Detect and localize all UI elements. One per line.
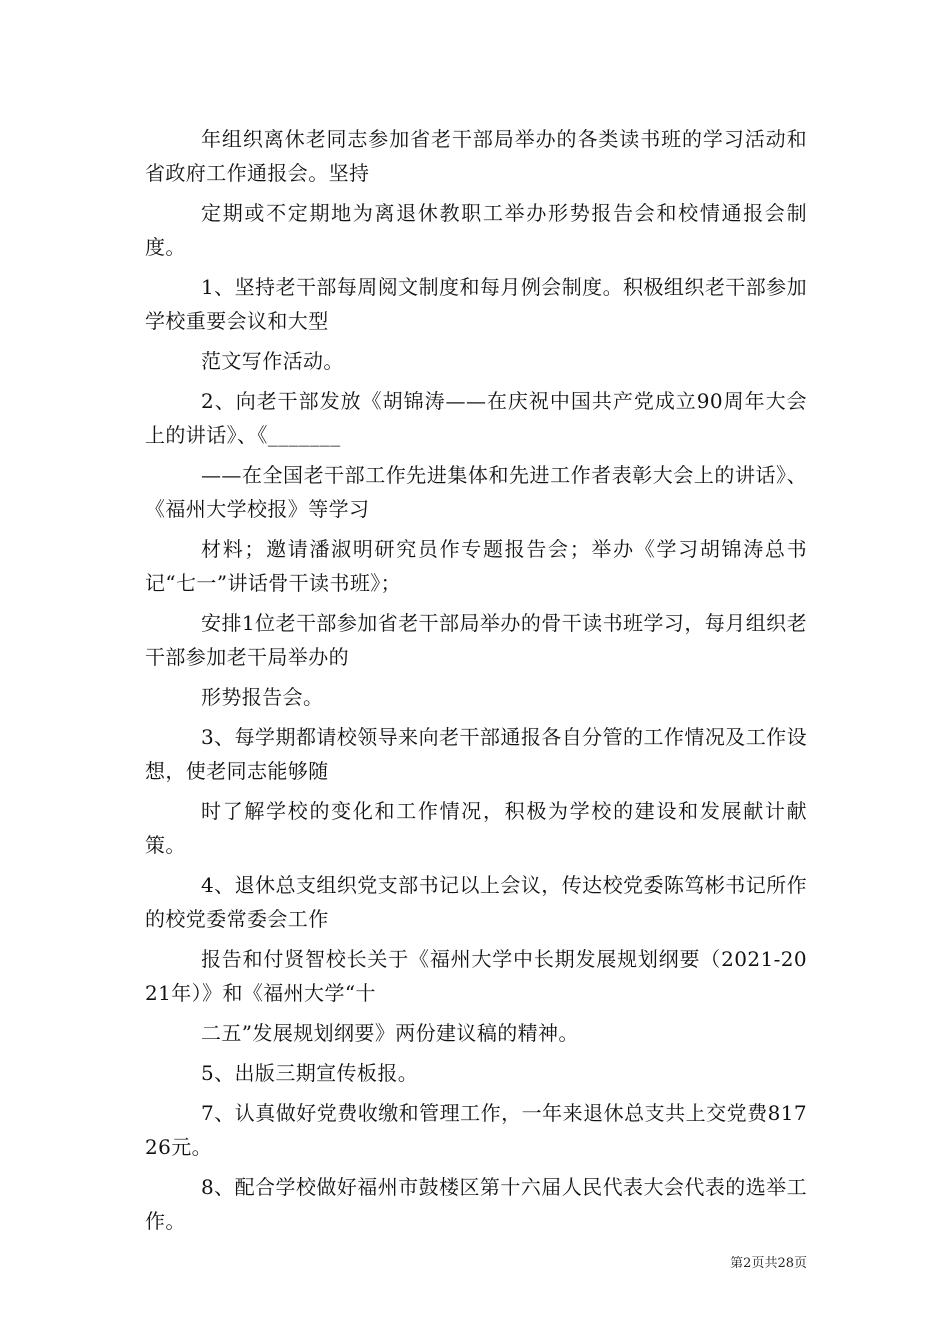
paragraph-13: 报告和付贤智校长关于《福州大学中长期发展规划纲要（2021-2021年）》和《福州大学“十 — [145, 947, 807, 1005]
paragraph-16: 7、认真做好党费收缴和管理工作，一年来退休总支共上交党费81726元。 — [145, 1101, 807, 1159]
paragraph-9: 形势报告会。 — [201, 685, 324, 709]
paragraph-10: 3、每学期都请校领导来向老干部通报各自分管的工作情况及工作设想，使老同志能够随 — [145, 725, 807, 783]
page-number-footer: 第2页共28页 — [730, 1256, 807, 1271]
paragraph-5: 2、向老干部发放《胡锦涛——在庆祝中国共产党成立90周年大会上的讲话》、《_______ — [145, 389, 807, 447]
paragraph-15: 5、出版三期宣传板报。 — [201, 1061, 419, 1085]
paragraph-17: 8、配合学校做好福州市鼓楼区第十六届人民代表大会代表的选举工作。 — [145, 1175, 807, 1233]
paragraph-6: ——在全国老干部工作先进集体和先进工作者表彰大会上的讲话》、《福州大学校报》等学习 — [145, 463, 807, 521]
paragraph-7: 材料；邀请潘淑明研究员作专题报告会；举办《学习胡锦涛总书记“七一”讲话骨干读书班》； — [145, 537, 807, 595]
paragraph-4: 范文写作活动。 — [201, 349, 344, 373]
paragraph-8: 安排1位老干部参加省老干部局举办的骨干读书班学习，每月组织老干部参加老干局举办的 — [145, 611, 807, 669]
paragraph-12: 4、退休总支组织党支部书记以上会议，传达校党委陈笃彬书记所作的校党委常委会工作 — [145, 873, 807, 931]
paragraph-1: 年组织离休老同志参加省老干部局举办的各类读书班的学习活动和省政府工作通报会。坚持 — [145, 127, 807, 185]
paragraph-3: 1、坚持老干部每周阅文制度和每月例会制度。积极组织老干部参加学校重要会议和大型 — [145, 275, 807, 333]
document-body — [145, 122, 807, 1244]
paragraph-2: 定期或不定期地为离退休教职工举办形势报告会和校情通报会制度。 — [145, 201, 807, 259]
paragraph-11: 时了解学校的变化和工作情况，积极为学校的建设和发展献计献策。 — [145, 799, 807, 857]
paragraph-14: 二五”发展规划纲要》两份建议稿的精神。 — [201, 1021, 579, 1045]
